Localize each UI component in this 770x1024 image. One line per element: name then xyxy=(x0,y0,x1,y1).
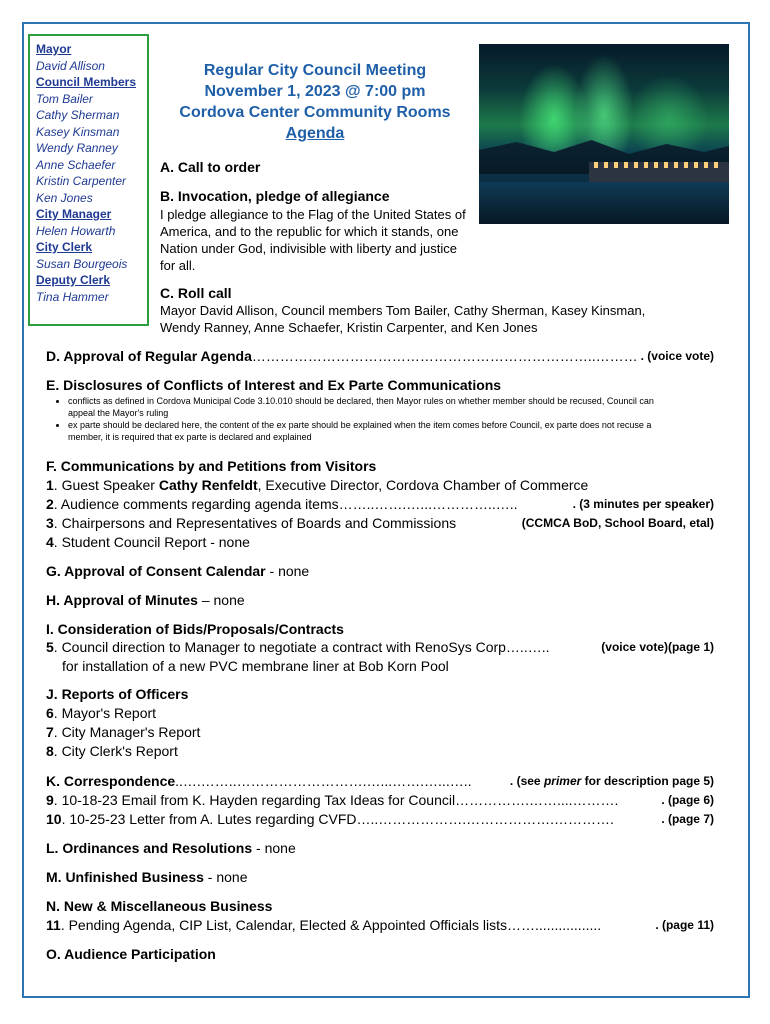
item-2 xyxy=(46,495,714,514)
council-member: Ken Jones xyxy=(36,190,93,205)
item-6 xyxy=(46,704,156,723)
leader-dots: ..….……..……………………….…...…….…...….. xyxy=(175,773,472,789)
title-line-2: November 1, 2023 @ 7:00 pm xyxy=(204,83,426,100)
section-g xyxy=(46,562,309,580)
council-member: Anne Schaefer xyxy=(36,157,116,172)
item-number: 2 xyxy=(46,496,54,512)
item-number: 9 xyxy=(46,792,54,808)
item-5 xyxy=(46,638,714,657)
clerk-name: Susan Bourgeois xyxy=(36,256,128,271)
section-h-heading: H. Approval of Minutes xyxy=(46,592,198,608)
title-line-3: Cordova Center Community Rooms xyxy=(179,104,451,121)
section-e-heading: E. Disclosures of Conflicts of Interest and Ex Parte Communications xyxy=(46,377,502,393)
none-note: - none xyxy=(203,869,248,885)
section-m xyxy=(46,868,248,886)
voice-vote-note: . (voice vote) xyxy=(640,349,714,363)
none-note: – none xyxy=(197,592,245,608)
section-g-heading: G. Approval of Consent Calendar xyxy=(46,563,266,579)
council-role: Council Members xyxy=(36,75,137,89)
leader-dots: ………………………………………………………………..……… xyxy=(251,348,638,364)
item-9 xyxy=(46,791,714,810)
item-10 xyxy=(46,810,714,829)
speaker-name: Cathy Renfeldt xyxy=(158,477,258,493)
section-d-heading: D. Approval of Regular Agenda xyxy=(46,348,252,364)
section-k-row xyxy=(46,772,714,790)
primer-word: primer xyxy=(543,774,582,788)
item-text: . Chairpersons and Representatives of Boards and Commissions xyxy=(53,515,457,531)
officials-sidebar xyxy=(28,34,149,326)
item-text: . 10-25-23 Letter from A. Lutes regarding CVFD…..……………….……………….…………. xyxy=(61,811,614,827)
item-number: 1 xyxy=(46,477,54,493)
primer-note xyxy=(510,772,714,790)
item-text: . Guest Speaker xyxy=(53,477,159,493)
meeting-title xyxy=(160,60,470,144)
section-i-heading: I. Consideration of Bids/Proposals/Contracts xyxy=(46,621,344,637)
none-note: - none xyxy=(265,563,310,579)
item-text: . City Manager's Report xyxy=(53,724,201,740)
item-text: , Executive Director, Cordova Chamber of Commerce xyxy=(257,477,589,493)
section-c-heading: C. Roll call xyxy=(160,285,232,301)
item-text: . Student Council Report - none xyxy=(53,534,250,550)
item-3 xyxy=(46,514,714,533)
item-text: . 10-18-23 Email from K. Hayden regarding Tax Ideas for Council…………….……....………. xyxy=(53,792,619,808)
section-k-heading: K. Correspondence xyxy=(46,773,176,789)
item-number: 10 xyxy=(46,811,62,827)
manager-name: Helen Howarth xyxy=(36,223,116,238)
section-m-heading: M. Unfinished Business xyxy=(46,869,204,885)
time-limit-note: . (3 minutes per speaker) xyxy=(572,497,714,511)
item-text: . City Clerk's Report xyxy=(53,743,178,759)
disclosure-bullets xyxy=(46,395,666,443)
roll-call-text: Mayor David Allison, Council members Tom Bailer, Cathy Sherman, Kasey Kinsman, Wendy Ranney, Anne Schaefer, Kristin Carpenter, and Ken Jones xyxy=(160,303,646,335)
item-number: 5 xyxy=(46,639,54,655)
none-note: - none xyxy=(252,840,296,856)
section-f-heading: F. Communications by and Petitions from Visitors xyxy=(46,458,377,474)
primer-note-pre: . (see xyxy=(509,774,544,788)
clerk-role: City Clerk xyxy=(36,240,93,254)
mayor-role: Mayor xyxy=(36,42,72,56)
item-8 xyxy=(46,742,178,761)
section-a-heading: A. Call to order xyxy=(160,159,261,175)
aurora-harbor-photo xyxy=(479,44,729,224)
section-l-heading: L. Ordinances and Resolutions xyxy=(46,840,253,856)
title-line-1: Regular City Council Meeting xyxy=(203,62,427,79)
section-h xyxy=(46,591,245,609)
boards-note: (CCMCA BoD, School Board, etal) xyxy=(521,516,714,530)
item-number: 11 xyxy=(46,917,61,933)
section-d-row xyxy=(46,347,714,365)
section-o-heading: O. Audience Participation xyxy=(46,946,216,962)
council-member: Kristin Carpenter xyxy=(36,174,127,188)
item-text: . Council direction to Manager to negotiate a contract with RenoSys Corp…..….. xyxy=(53,639,550,655)
item-1 xyxy=(46,476,588,495)
section-b-heading: B. Invocation, pledge of allegiance xyxy=(160,188,390,204)
mayor-name: David Allison xyxy=(36,58,105,73)
item-11 xyxy=(46,916,714,935)
page-ref: . (page 7) xyxy=(661,812,714,826)
item-number: 6 xyxy=(46,705,54,721)
item-7 xyxy=(46,723,200,742)
section-j-heading: J. Reports of Officers xyxy=(46,686,189,702)
bullet-ex-parte: • ex parte should be declared here, the content of the ex parte should be explained when the item comes before Council, ex parte does not recuse a member, it is required that ex parte is declared and explained xyxy=(68,419,666,443)
item-4 xyxy=(46,533,250,552)
deputy-clerk-role: Deputy Clerk xyxy=(36,273,111,287)
item-number: 7 xyxy=(46,724,54,740)
item-5-continuation: for installation of a new PVC membrane liner at Bob Korn Pool xyxy=(62,658,449,674)
voice-vote-page-note: (voice vote)(page 1) xyxy=(601,640,714,654)
item-text: . Audience comments regarding agenda items……..…….…...…………..….. xyxy=(53,496,518,512)
water-reflection xyxy=(479,182,729,224)
bullet-conflicts: • conflicts as defined in Cordova Municipal Code 3.10.010 should be declared, then Mayor rules on whether member should be recused, Council can appeal the Mayor's ruling xyxy=(68,395,666,419)
pier-lights xyxy=(594,162,724,168)
council-member: Tom Bailer xyxy=(36,91,93,106)
page-ref: . (page 6) xyxy=(661,793,714,807)
title-agenda: Agenda xyxy=(285,125,345,142)
pledge-text: I pledge allegiance to the Flag of the United States of America, and to the republic for which it stands, one Nation under God, indivisible with liberty and justice for all. xyxy=(160,207,466,273)
council-member: Wendy Ranney xyxy=(36,141,118,155)
manager-role: City Manager xyxy=(36,207,112,221)
council-member: Kasey Kinsman xyxy=(36,124,120,139)
deputy-clerk-name: Tina Hammer xyxy=(36,289,109,304)
council-member: Cathy Sherman xyxy=(36,108,120,122)
section-l xyxy=(46,839,296,857)
item-number: 3 xyxy=(46,515,54,531)
page-ref: . (page 11) xyxy=(655,918,714,932)
item-number: 4 xyxy=(46,534,54,550)
item-text: . Pending Agenda, CIP List, Calendar, Elected & Appointed Officials lists……................. xyxy=(60,917,602,933)
section-n-heading: N. New & Miscellaneous Business xyxy=(46,898,273,914)
item-number: 8 xyxy=(46,743,54,759)
primer-note-post: for description page 5) xyxy=(581,774,714,788)
item-text: . Mayor's Report xyxy=(53,705,157,721)
